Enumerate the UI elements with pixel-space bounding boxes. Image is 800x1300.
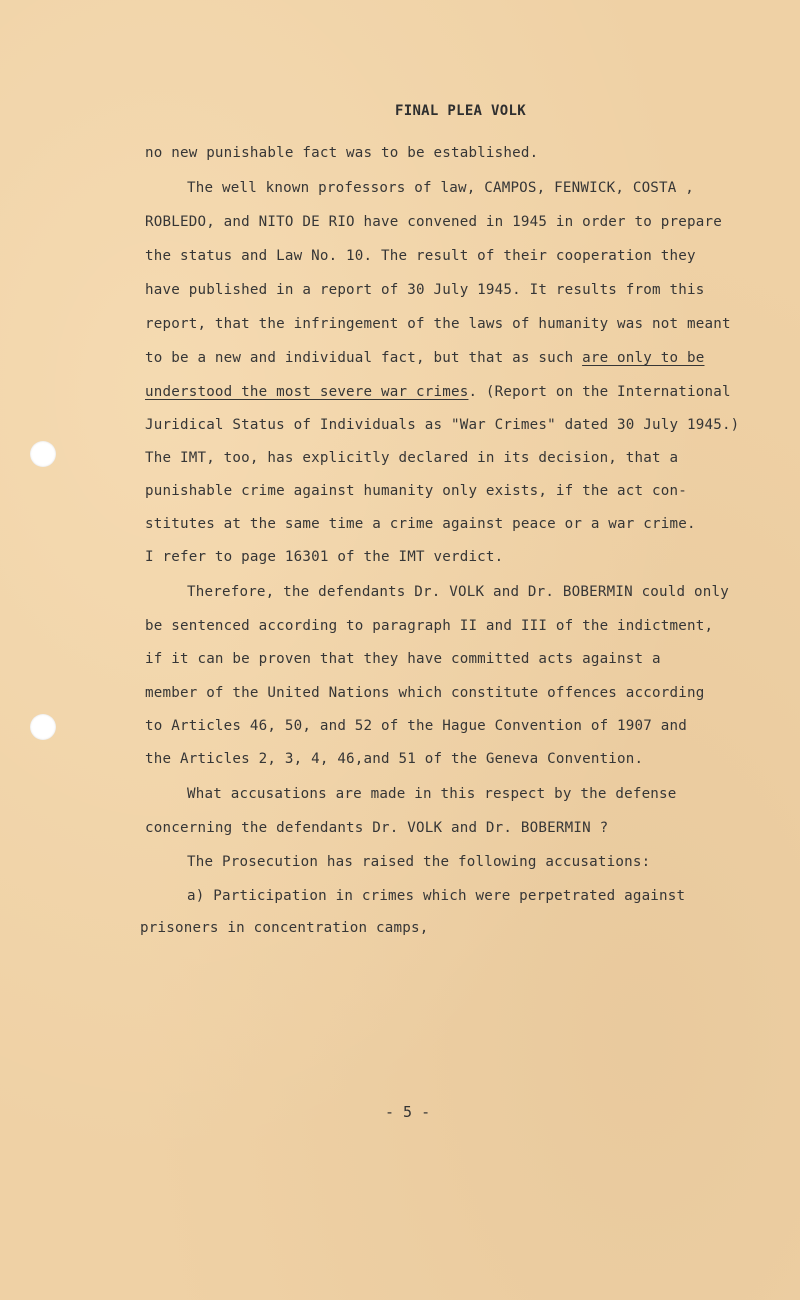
- punch-hole: [30, 714, 56, 740]
- underlined-text: understood the most severe war crimes: [145, 384, 469, 400]
- text-line: be sentenced according to paragraph II and III of the indictment,: [145, 618, 714, 634]
- punch-hole: [30, 441, 56, 467]
- text-line: if it can be proven that they have committed acts against a: [145, 651, 661, 667]
- text-line: the Articles 2, 3, 4, 46,and 51 of the Geneva Convention.: [145, 751, 644, 767]
- text-line: Therefore, the defendants Dr. VOLK and Dr. BOBERMIN could only: [187, 584, 729, 600]
- text-line: the status and Law No. 10. The result of their cooperation they: [145, 248, 696, 264]
- text-line: prisoners in concentration camps,: [140, 920, 429, 936]
- text-line: no new punishable fact was to be established.: [145, 145, 539, 161]
- text-segment: to be a new and individual fact, but that as such: [145, 350, 583, 366]
- text-line: to Articles 46, 50, and 52 of the Hague Convention of 1907 and: [145, 718, 687, 734]
- page-heading: FINAL PLEA VOLK: [395, 103, 526, 119]
- text-line: punishable crime against humanity only exists, if the act con-: [145, 483, 687, 499]
- text-line: What accusations are made in this respect by the defense: [187, 786, 677, 802]
- text-line: ROBLEDO, and NITO DE RIO have convened in 1945 in order to prepare: [145, 214, 722, 230]
- text-line: Juridical Status of Individuals as "War Crimes" dated 30 July 1945.): [145, 417, 740, 433]
- text-line: The Prosecution has raised the following accusations:: [187, 854, 651, 870]
- text-line: have published in a report of 30 July 1945. It results from this: [145, 282, 705, 298]
- text-line: member of the United Nations which constitute offences according: [145, 685, 705, 701]
- text-line: a) Participation in crimes which were perpetrated against: [187, 888, 686, 904]
- text-line: report, that the infringement of the laws of humanity was not meant: [145, 316, 731, 332]
- text-segment: . (Report on the International: [468, 384, 731, 400]
- text-line: The well known professors of law, CAMPOS, FENWICK, COSTA ,: [187, 180, 695, 196]
- text-line: [145, 384, 731, 400]
- text-line: [145, 350, 704, 366]
- text-line: The IMT, too, has explicitly declared in its decision, that a: [145, 450, 679, 466]
- underlined-text: are only to be: [582, 350, 705, 366]
- text-line: stitutes at the same time a crime against peace or a war crime.: [145, 516, 696, 532]
- page-number: - 5 -: [385, 1103, 431, 1121]
- text-line: concerning the defendants Dr. VOLK and Dr. BOBERMIN ?: [145, 820, 609, 836]
- text-line: I refer to page 16301 of the IMT verdict.: [145, 549, 504, 565]
